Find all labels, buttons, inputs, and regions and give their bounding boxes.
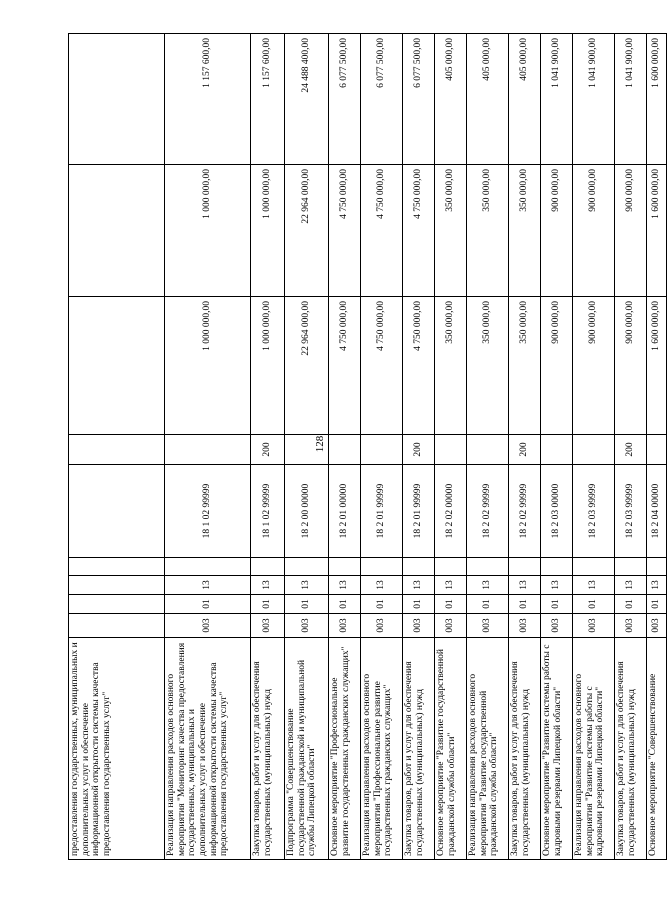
table-row	[69, 34, 165, 860]
cell-amount-3: 1 041 900,00	[573, 34, 615, 165]
cell-amount-2: 4 750 000,00	[361, 165, 403, 297]
cell-subsection: 13	[435, 576, 467, 595]
cell-empty	[647, 558, 667, 576]
cell-section: 01	[509, 595, 541, 614]
cell-subsection: 13	[647, 576, 667, 595]
cell-target-article: 18 2 03 00000	[541, 465, 573, 558]
cell-empty	[615, 558, 647, 576]
table-row	[573, 34, 615, 860]
cell-target-article: 18 1 02 99999	[251, 465, 285, 558]
cell-subsection: 13	[285, 576, 329, 595]
cell-amount-2	[69, 165, 165, 297]
page-number: 128	[314, 435, 326, 453]
budget-item-name: Основное мероприятие "Совершенствование	[647, 638, 667, 860]
cell-empty	[69, 558, 165, 576]
table-body	[69, 34, 667, 860]
cell-amount-1: 900 000,00	[541, 297, 573, 435]
budget-item-name: Закупка товаров, работ и услуг для обеспечения государственных (муниципальных) нужд	[251, 638, 285, 860]
budget-item-name: Закупка товаров, работ и услуг для обеспечения государственных (муниципальных) нужд	[403, 638, 435, 860]
cell-admin-code: 003	[329, 614, 361, 638]
cell-target-article: 18 2 00 00000	[285, 465, 329, 558]
cell-amount-2: 4 750 000,00	[329, 165, 361, 297]
cell-empty	[573, 558, 615, 576]
table-row	[467, 34, 509, 860]
cell-admin-code: 003	[467, 614, 509, 638]
cell-amount-1: 350 000,00	[509, 297, 541, 435]
cell-subsection: 13	[165, 576, 251, 595]
table-row	[329, 34, 361, 860]
cell-empty	[509, 558, 541, 576]
table-row	[509, 34, 541, 860]
cell-section: 01	[403, 595, 435, 614]
cell-admin-code: 003	[573, 614, 615, 638]
cell-section: 01	[615, 595, 647, 614]
cell-amount-3: 6 077 500,00	[361, 34, 403, 165]
cell-target-article: 18 2 02 99999	[467, 465, 509, 558]
cell-amount-1	[69, 297, 165, 435]
cell-amount-1: 350 000,00	[467, 297, 509, 435]
cell-empty	[435, 558, 467, 576]
table-row	[647, 34, 667, 860]
table-row	[361, 34, 403, 860]
cell-expense-type	[573, 435, 615, 465]
cell-empty	[541, 558, 573, 576]
table-wrapper	[68, 34, 662, 860]
cell-amount-3: 1 157 600,00	[165, 34, 251, 165]
table-row	[541, 34, 573, 860]
cell-empty	[361, 558, 403, 576]
cell-amount-2: 900 000,00	[541, 165, 573, 297]
cell-amount-3: 1 600 000,00	[647, 34, 667, 165]
cell-expense-type: 200	[615, 435, 647, 465]
cell-admin-code: 003	[647, 614, 667, 638]
cell-section: 01	[251, 595, 285, 614]
cell-expense-type	[647, 435, 667, 465]
cell-amount-1: 900 000,00	[615, 297, 647, 435]
cell-admin-code: 003	[509, 614, 541, 638]
cell-section: 01	[361, 595, 403, 614]
cell-amount-2: 4 750 000,00	[403, 165, 435, 297]
cell-subsection	[69, 576, 165, 595]
cell-subsection: 13	[509, 576, 541, 595]
cell-subsection: 13	[615, 576, 647, 595]
cell-expense-type: 200	[509, 435, 541, 465]
cell-expense-type	[541, 435, 573, 465]
cell-expense-type: 200	[403, 435, 435, 465]
cell-expense-type: 200	[251, 435, 285, 465]
cell-section: 01	[285, 595, 329, 614]
cell-admin-code: 003	[361, 614, 403, 638]
cell-amount-3: 6 077 500,00	[329, 34, 361, 165]
cell-section	[69, 595, 165, 614]
cell-amount-3	[69, 34, 165, 165]
budget-item-name: Основное мероприятие "Развитие государственной гражданской службы области"	[435, 638, 467, 860]
cell-amount-2: 900 000,00	[615, 165, 647, 297]
table-row	[403, 34, 435, 860]
cell-target-article: 18 2 01 99999	[361, 465, 403, 558]
cell-empty	[467, 558, 509, 576]
cell-expense-type	[361, 435, 403, 465]
cell-amount-3: 24 488 400,00	[285, 34, 329, 165]
table-row	[251, 34, 285, 860]
cell-amount-2: 22 964 000,00	[285, 165, 329, 297]
cell-target-article: 18 2 03 99999	[615, 465, 647, 558]
cell-admin-code: 003	[403, 614, 435, 638]
cell-admin-code: 003	[435, 614, 467, 638]
table-row	[165, 34, 251, 860]
cell-admin-code: 003	[251, 614, 285, 638]
cell-section: 01	[329, 595, 361, 614]
cell-amount-2: 1 000 000,00	[165, 165, 251, 297]
cell-empty	[165, 558, 251, 576]
cell-section: 01	[165, 595, 251, 614]
budget-item-name: Реализация направления расходов основного мероприятия "Мониторинг качества предоставления государственных, муниципальных и дополнительных услуг и обеспечение информационной открытости системы качества предоставления государственных услуг"	[165, 638, 251, 860]
table-row	[435, 34, 467, 860]
rotated-table-area	[68, 34, 662, 860]
cell-amount-1: 350 000,00	[435, 297, 467, 435]
cell-expense-type	[435, 435, 467, 465]
cell-section: 01	[435, 595, 467, 614]
cell-amount-1: 1 000 000,00	[165, 297, 251, 435]
cell-target-article: 18 1 02 99999	[165, 465, 251, 558]
cell-expense-type	[69, 435, 165, 465]
cell-empty	[403, 558, 435, 576]
cell-target-article: 18 2 02 00000	[435, 465, 467, 558]
budget-item-name: Закупка товаров, работ и услуг для обеспечения государственных (муниципальных) нужд	[509, 638, 541, 860]
cell-admin-code: 003	[285, 614, 329, 638]
cell-amount-2: 1 000 000,00	[251, 165, 285, 297]
cell-subsection: 13	[361, 576, 403, 595]
cell-section: 01	[467, 595, 509, 614]
cell-amount-1: 900 000,00	[573, 297, 615, 435]
cell-amount-2: 1 600 000,00	[647, 165, 667, 297]
cell-empty	[285, 558, 329, 576]
cell-admin-code	[69, 614, 165, 638]
cell-amount-2: 350 000,00	[509, 165, 541, 297]
cell-expense-type	[329, 435, 361, 465]
cell-target-article: 18 2 04 00000	[647, 465, 667, 558]
cell-amount-3: 405 000,00	[509, 34, 541, 165]
cell-empty	[251, 558, 285, 576]
cell-amount-1: 4 750 000,00	[329, 297, 361, 435]
cell-amount-1: 1 600 000,00	[647, 297, 667, 435]
budget-item-name: Реализация направления расходов основного мероприятия "Развитие системы работы с кадровыми резервами Липецкой области"	[573, 638, 615, 860]
cell-amount-2: 900 000,00	[573, 165, 615, 297]
cell-subsection: 13	[467, 576, 509, 595]
cell-subsection: 13	[541, 576, 573, 595]
cell-amount-1: 22 964 000,00	[285, 297, 329, 435]
budget-item-name: Реализация направления расходов основного мероприятия "Профессиональное развитие государственных гражданских служащих"	[361, 638, 403, 860]
cell-expense-type	[467, 435, 509, 465]
cell-empty	[329, 558, 361, 576]
cell-amount-2: 350 000,00	[435, 165, 467, 297]
budget-item-name: предоставления государственных, муниципальных и дополнительных услуг и обеспечение информационной открытости системы качества предоставления государственных услуг"	[69, 638, 165, 860]
cell-expense-type	[285, 435, 329, 465]
cell-subsection: 13	[329, 576, 361, 595]
cell-section: 01	[573, 595, 615, 614]
cell-target-article: 18 2 03 99999	[573, 465, 615, 558]
cell-subsection: 13	[251, 576, 285, 595]
cell-subsection: 13	[573, 576, 615, 595]
cell-amount-3: 405 000,00	[435, 34, 467, 165]
cell-target-article: 18 2 01 99999	[403, 465, 435, 558]
cell-amount-1: 4 750 000,00	[403, 297, 435, 435]
cell-subsection: 13	[403, 576, 435, 595]
cell-admin-code: 003	[541, 614, 573, 638]
cell-target-article	[69, 465, 165, 558]
budget-item-name: Подпрограмма "Совершенствование государственной гражданской и муниципальной службы Липецкой области"	[285, 638, 329, 860]
cell-amount-1: 4 750 000,00	[361, 297, 403, 435]
cell-amount-3: 1 157 600,00	[251, 34, 285, 165]
budget-item-name: Основное мероприятие "Профессиональное развитие государственных гражданских служащих"	[329, 638, 361, 860]
cell-admin-code: 003	[615, 614, 647, 638]
cell-amount-3: 6 077 500,00	[403, 34, 435, 165]
cell-section: 01	[647, 595, 667, 614]
cell-target-article: 18 2 01 00000	[329, 465, 361, 558]
cell-admin-code: 003	[165, 614, 251, 638]
budget-item-name: Закупка товаров, работ и услуг для обеспечения государственных (муниципальных) нужд	[615, 638, 647, 860]
budget-table	[68, 33, 667, 860]
cell-section: 01	[541, 595, 573, 614]
cell-amount-3: 405 000,00	[467, 34, 509, 165]
cell-amount-3: 1 041 900,00	[615, 34, 647, 165]
budget-item-name: Основное мероприятие "Развитие системы работы с кадровыми резервами Липецкой области"	[541, 638, 573, 860]
cell-amount-3: 1 041 900,00	[541, 34, 573, 165]
cell-amount-2: 350 000,00	[467, 165, 509, 297]
cell-amount-1: 1 000 000,00	[251, 297, 285, 435]
cell-target-article: 18 2 02 99999	[509, 465, 541, 558]
table-row	[615, 34, 647, 860]
budget-item-name: Реализация направления расходов основного мероприятия "Развитие государственной гражданской службы области"	[467, 638, 509, 860]
table-row	[285, 34, 329, 860]
cell-expense-type	[165, 435, 251, 465]
